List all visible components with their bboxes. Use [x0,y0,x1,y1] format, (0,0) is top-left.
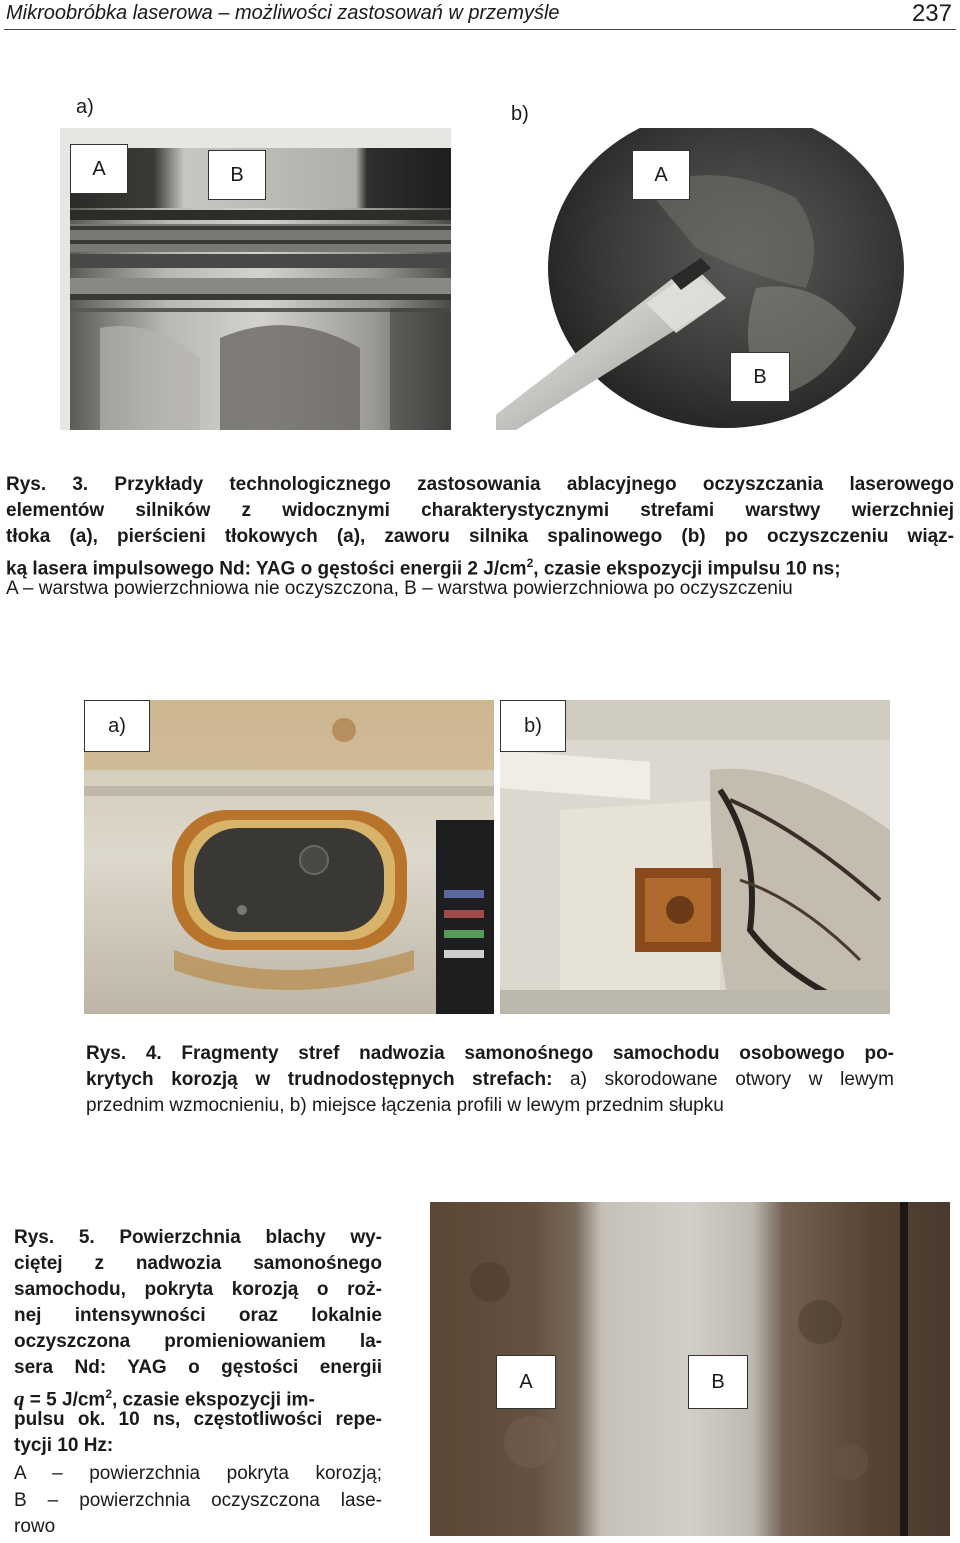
fig5-caption-line-9: tycji 10 Hz: [14,1435,114,1456]
fig3-caption-sup: 2 [526,556,534,570]
fig4-caption-line-2 [86,1067,894,1093]
fig4-caption-prefix: Rys. 4. [86,1043,162,1064]
fig5-legend-a: A – powierzchnia pokryta korozją; [14,1463,382,1484]
fig4-caption-line-3: przednim wzmocnieniu, b) miejsce łączenia profili w lewym przednim słupku [86,1095,724,1116]
fig3-caption-prefix: Rys. 3. [6,474,89,495]
fig3-caption-line-1 [6,472,954,498]
fig3-label-b: b) [511,103,529,125]
fig5-caption-line-8: pulsu ok. 10 ns, częstotliwości repe- [14,1409,382,1430]
fig3-tag-b-piston: B [208,150,266,200]
running-header-title: Mikroobróbka laserowa – możliwości zastosowań w przemyśle [6,2,560,24]
fig3-tag-a-piston: A [70,144,128,194]
header-rule [4,29,956,30]
fig5-caption-text-1: Powierzchnia blachy wy- [119,1227,383,1248]
fig4-caption-text-2-bold: krytych korozją w trudnodostępnych strefach: [86,1069,553,1090]
fig5-caption-q-sup: 2 [105,1387,112,1401]
fig5-caption-line-4: nej intensywności oraz lokalnie [14,1305,382,1326]
fig5-caption-q-symbol: q [14,1386,25,1411]
fig3-tag-a-valve: A [632,150,690,200]
fig5-tag-b: B [688,1355,748,1409]
fig5-caption-line-3: samochodu, pokryta korozją o roż- [14,1279,382,1300]
fig3-caption-line-3: tłoka (a), pierścieni tłokowych (a), zaworu silnika spalinowego (b) po oczyszczeniu wiąz- [6,526,954,547]
valve-photo [496,128,906,430]
fig5-caption-line-6: sera Nd: YAG o gęstości energii [14,1357,382,1378]
fig5-caption-prefix: Rys. 5. [14,1227,95,1248]
fig4-caption-text-1: Fragmenty stref nadwozia samonośnego samochodu osobowego po- [181,1043,895,1064]
fig4-label-a: a) [84,700,150,752]
fig4-caption-text-2: a) skorodowane otwory w lewym [552,1069,894,1090]
fig4-label-b: b) [500,700,566,752]
fig3-caption-line-2: elementów silników z widocznymi charakterystycznymi strefami warstwy wierzchniej [6,500,954,521]
page-number: 237 [911,0,952,27]
fig5-caption-q-value: = 5 J/cm [24,1389,106,1411]
fig3-caption-line-5: A – warstwa powierzchniowa nie oczyszczona, B – warstwa powierzchniowa po oczyszczeniu [6,578,793,599]
fig5-caption-line-5: oczyszczona promieniowaniem la- [14,1331,382,1352]
fig5-caption-line-2: ciętej z nadwozia samonośnego [14,1253,382,1274]
fig4-caption-line-1 [86,1041,894,1067]
fig3-label-a: a) [76,96,94,118]
fig5-tag-a: A [496,1355,556,1409]
fig3-caption-text-4: ką lasera impulsowego Nd: YAG o gęstości energii 2 J/cm [6,558,527,580]
fig3-tag-b-valve: B [730,352,790,402]
fig5-caption-q-tail: , czasie ekspozycji im- [112,1389,315,1411]
fig5-legend-b: B – powierzchnia oczyszczona lase- [14,1490,382,1511]
fig3-caption-text-1: Przykłady technologicznego zastosowania ablacyjnego oczyszczania laserowego [114,474,954,495]
fig5-legend-b-cont: rowo [14,1516,56,1537]
fig3-caption-text-4-tail: , czasie ekspozycji impulsu 10 ns; [533,558,841,580]
fig5-caption-line-1 [14,1225,382,1251]
